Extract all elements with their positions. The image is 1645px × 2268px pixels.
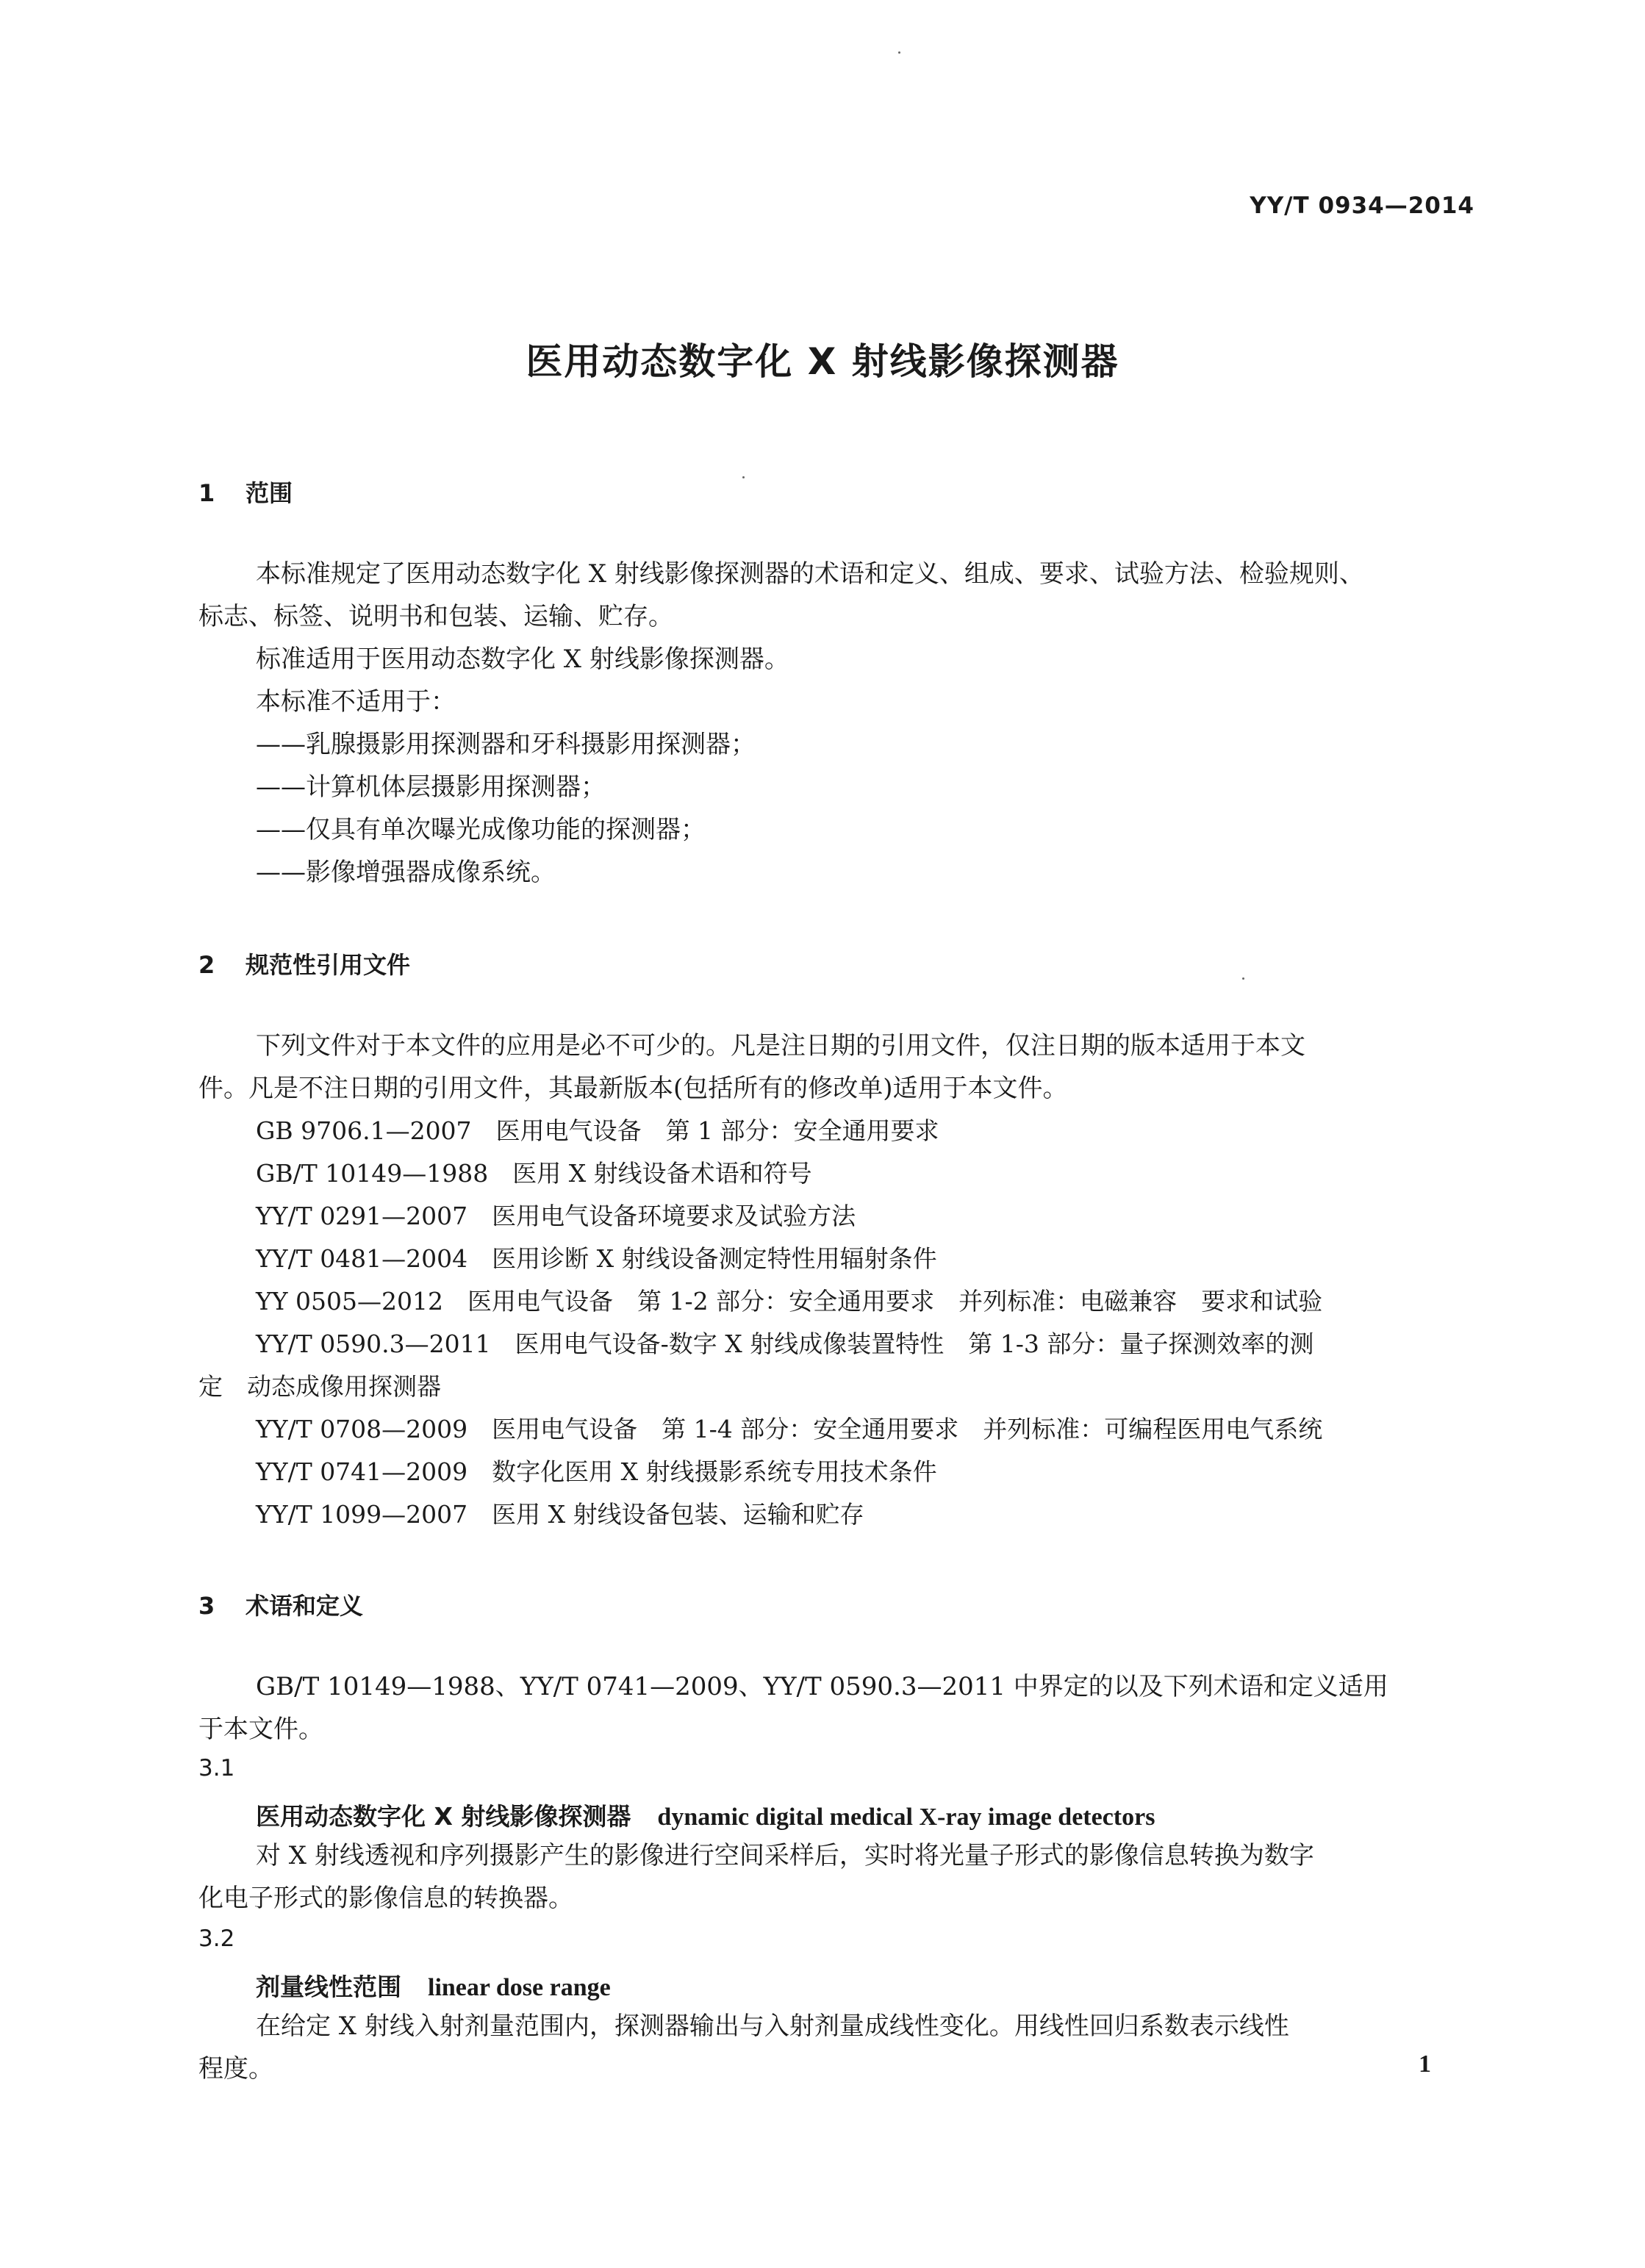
term-definition-line: 对 X 射线透视和序列摄影产生的影像进行空间采样后，实时将光量子形式的影像信息转换为数字 [256, 1841, 1314, 1870]
page-number: 1 [1419, 2050, 1431, 2078]
scope-paragraph-line: 本标准规定了医用动态数字化 X 射线影像探测器的术语和定义、组成、要求、试验方法、检验规则、 [256, 559, 1364, 589]
reference-item: YY/T 0291—2007 医用电气设备环境要求及试验方法 [256, 1202, 856, 1230]
term-definition-line: 程度。 [198, 2054, 273, 2084]
reference-item: GB 9706.1—2007 医用电气设备 第 1 部分：安全通用要求 [256, 1116, 939, 1145]
reference-item: GB/T 10149—1988 医用 X 射线设备术语和符号 [256, 1159, 812, 1188]
term-heading: 医用动态数字化 X 射线影像探测器 dynamic digital medical X-ray image detectors [256, 1802, 1155, 1831]
exclusion-item: ——乳腺摄影用探测器和牙科摄影用探测器； [256, 730, 756, 759]
section-heading-scope: 1 范围 [198, 479, 293, 507]
scan-speck [742, 476, 745, 478]
scope-not-applicable: 本标准不适用于： [256, 687, 456, 717]
references-intro-line: 件。凡是不注日期的引用文件，其最新版本(包括所有的修改单)适用于本文件。 [198, 1074, 1068, 1103]
reference-item: YY/T 0481—2004 医用诊断 X 射线设备测定特性用辐射条件 [256, 1244, 937, 1273]
term-number: 3.1 [198, 1755, 235, 1781]
scope-paragraph-line: 标志、标签、说明书和包装、运输、贮存。 [198, 602, 673, 631]
terms-intro-line: 于本文件。 [198, 1715, 323, 1744]
reference-item: YY/T 1099—2007 医用 X 射线设备包装、运输和贮存 [256, 1500, 864, 1529]
reference-item: YY/T 0590.3—2011 医用电气设备-数字 X 射线成像装置特性 第 1-3 部分：量子探测效率的测 [256, 1329, 1314, 1358]
term-definition-line: 化电子形式的影像信息的转换器。 [198, 1884, 573, 1913]
exclusion-item: ——计算机体层摄影用探测器； [256, 772, 606, 802]
reference-item: YY/T 0741—2009 数字化医用 X 射线摄影系统专用技术条件 [256, 1457, 937, 1486]
reference-item-continuation: 定 动态成像用探测器 [198, 1372, 441, 1401]
scan-speck [898, 51, 900, 54]
term-definition-line: 在给定 X 射线入射剂量范围内，探测器输出与入射剂量成线性变化。用线性回归系数表示线性 [256, 2012, 1289, 2041]
section-heading-references: 2 规范性引用文件 [198, 951, 411, 979]
exclusion-item: ——仅具有单次曝光成像功能的探测器； [256, 815, 706, 844]
term-number: 3.2 [198, 1926, 235, 1952]
term-heading: 剂量线性范围 linear dose range [256, 1973, 611, 2001]
reference-item: YY 0505—2012 医用电气设备 第 1-2 部分：安全通用要求 并列标准：电磁兼容 要求和试验 [256, 1287, 1323, 1316]
terms-intro-line: GB/T 10149—1988、YY/T 0741—2009、YY/T 0590.3—2011 中界定的以及下列术语和定义适用 [256, 1672, 1388, 1701]
section-heading-terms: 3 术语和定义 [198, 1592, 364, 1620]
standard-code: YY/T 0934—2014 [1250, 193, 1474, 219]
exclusion-item: ——影像增强器成像系统。 [256, 858, 556, 887]
reference-item: YY/T 0708—2009 医用电气设备 第 1-4 部分：安全通用要求 并列标准：可编程医用电气系统 [256, 1415, 1323, 1443]
references-intro-line: 下列文件对于本文件的应用是必不可少的。凡是注日期的引用文件，仅注日期的版本适用于本文 [256, 1031, 1305, 1061]
scope-applicability: 标准适用于医用动态数字化 X 射线影像探测器。 [256, 645, 789, 674]
document-title: 医用动态数字化 X 射线影像探测器 [526, 340, 1119, 383]
scan-speck [1242, 977, 1244, 980]
